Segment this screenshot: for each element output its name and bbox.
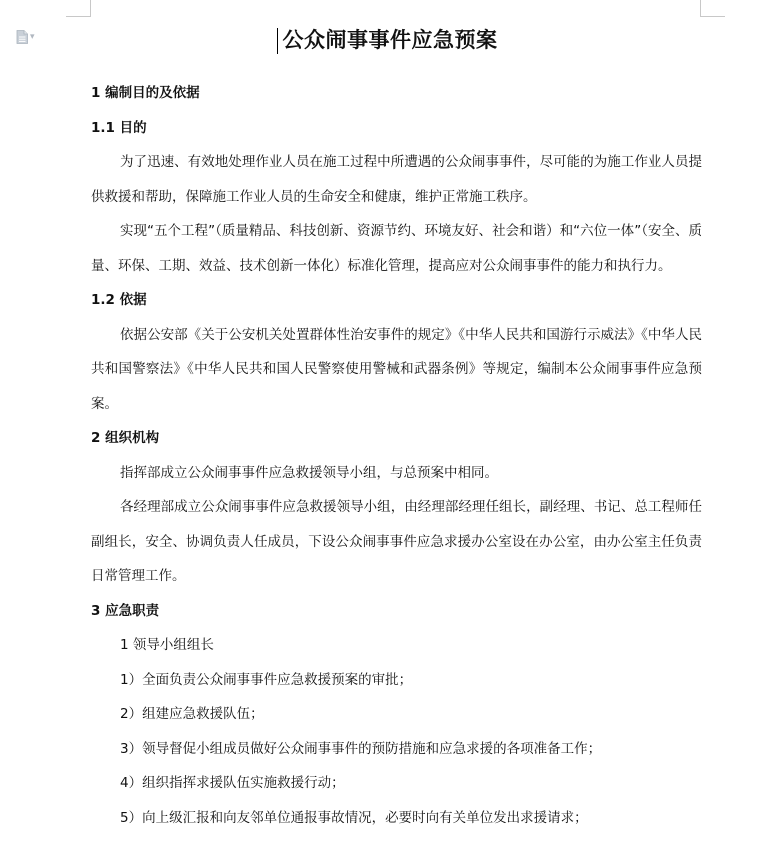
section-heading: 2 组织机构 — [91, 430, 160, 446]
section-heading: 1 编制目的及依据 — [91, 85, 200, 101]
document-body[interactable] — [91, 76, 702, 835]
list-item: 1 领导小组组长 — [120, 637, 214, 653]
chevron-down-icon: ▾ — [30, 32, 35, 42]
list-item: 4）组织指挥求援队伍实施救援行动； — [120, 775, 345, 791]
section-heading: 1.2 依据 — [91, 292, 147, 308]
page-corner-mark-right — [700, 0, 725, 17]
page-title[interactable]: 公众闹事事件应急预案 — [282, 28, 498, 52]
body-paragraph: 指挥部成立公众闹事事件应急救援领导小组，与总预案中相同。 — [120, 464, 498, 481]
list-item: 3）领导督促小组成员做好公众闹事事件的预防措施和应急求援的各项准备工作； — [120, 740, 602, 757]
section-heading: 3 应急职责 — [91, 602, 160, 619]
section-heading: 1.1 目的 — [91, 119, 147, 136]
list-item: 1）全面负责公众闹事事件应急救援预案的审批； — [120, 671, 413, 688]
list-item: 5）向上级汇报和向友邻单位通报事故情况，必要时向有关单位发出求援请求； — [120, 809, 588, 826]
body-paragraph: 依据公安部《关于公安机关处置群体性治安事件的规定》《中华人民共和国游行示威法》《中华人民共和国警察法》《中华人民共和国人民警察使用警械和武器条例》等规定，编制本公众闹事事件应急预案。 — [91, 326, 702, 412]
list-item: 2）组建应急救援队伍； — [120, 706, 264, 722]
body-paragraph: 为了迅速、有效地处理作业人员在施工过程中所遭遇的公众闹事事件，尽可能的为施工作业人员提供救援和帮助，保障施工作业人员的生命安全和健康，维护正常施工秩序。 — [91, 154, 702, 205]
body-paragraph: 各经理部成立公众闹事事件应急救援领导小组，由经理部经理任组长，副经理、书记、总工程师任副组长，安全、协调负责人任成员，下设公众闹事事件应急求援办公室设在办公室，由办公室主任负责日常管理工作。 — [91, 499, 702, 584]
body-paragraph: 实现“五个工程”（质量精品、科技创新、资源节约、环境友好、社会和谐）和“六位一体”（安全、质量、环保、工期、效益、技术创新一体化）标准化管理，提高应对公众闹事事件的能力和执行力。 — [91, 223, 702, 274]
page-corner-mark-left — [66, 0, 91, 17]
